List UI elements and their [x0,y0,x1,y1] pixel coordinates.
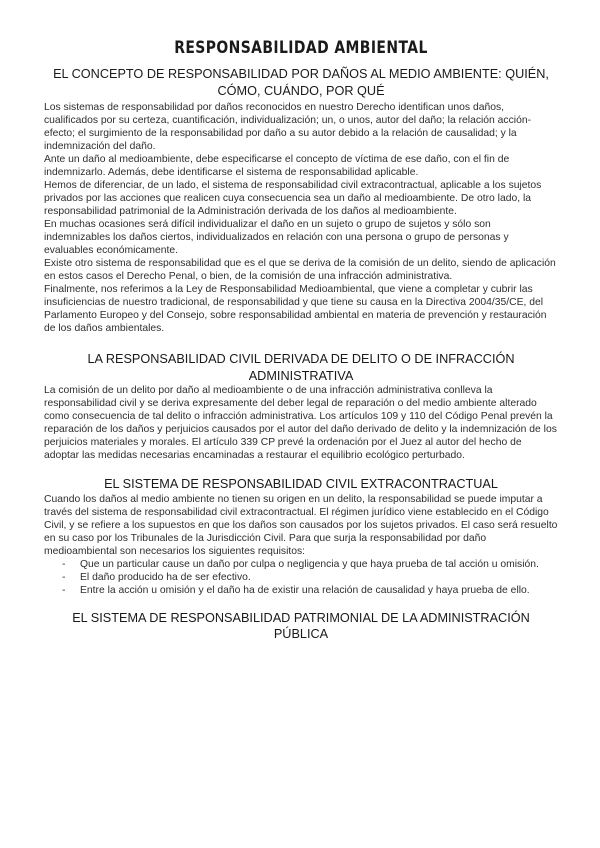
paragraph: Cuando los daños al medio ambiente no tienen su origen en un delito, la responsabilidad se puede imputar a través del sistema de responsabilidad civil extracontractual. El régimen jurídico viene establecido en el Código Civil, y se refiere a los supuestos en que los daños son causados por los sujetos privados. El caso será resuelto en su caso por los Tribunales de la Jurisdicción Civil. Para que surja la responsabilidad por daño medioambiental son necesarios los siguientes requisitos: [44,493,558,557]
section-heading-delito: LA RESPONSABILIDAD CIVIL DERIVADA DE DELITO O DE INFRACCIÓN ADMINISTRATIVA [87,352,515,383]
section-heading-concepto: EL CONCEPTO DE RESPONSABILIDAD POR DAÑOS AL MEDIO AMBIENTE: QUIÉN, CÓMO, CUÁNDO, POR QUÉ [53,67,549,98]
list-item: - El daño producido ha de ser efectivo. [62,571,558,584]
section-heading-extracontractual: EL SISTEMA DE RESPONSABILIDAD CIVIL EXTRACONTRACTUAL [104,477,498,491]
document-title: RESPONSABILIDAD AMBIENTAL [174,38,428,58]
paragraph: Los sistemas de responsabilidad por daños reconocidos en nuestro Derecho identifican unos daños, cualificados por su certeza, cuantificación, individualización; un, o unos, autor del daño; la relación acción- efecto; el surgimiento de la responsabilidad por daño a su autor debido a la relación de causalidad; y la indemnización del daño. [44,102,532,152]
paragraph: Finalmente, nos referimos a la Ley de Responsabilidad Medioambiental, que viene a completar y cubrir las insuficiencias de nuestro tradicional, de responsabilidad y que tiene su causa en la Directiva 2004/35/CE, del Parlamento Europeo y del Consejo, sobre responsabilidad ambiental en materia de prevención y restauración de los daños ambientales. [44,284,547,334]
paragraph: En muchas ocasiones será difícil individualizar el daño en un sujeto o grupo de sujetos y sólo son indemnizables los daños ciertos, individualizados en relación con una persona o grupo de personas y evaluables económicamente. [44,219,509,256]
paragraph: La comisión de un delito por daño al medioambiente o de una infracción administrativa conlleva la responsabilidad civil y se deriva expresamente del deber legal de reparación o del medio ambiente alterado como consecuencia de tal delito o infracción administrativa. Los artículos 109 y 110 del Código Penal prevén la reparación de los daños y perjuicios causados por el autor del daño derivado de delito y la indemnización de los perjuicios materiales y morales. El artículo 339 CP prevé la ordenación por el Juez al autor del hecho de adoptar las medidas necesarias encaminadas a restaurar el equilibrio ecológico perturbado. [44,385,557,461]
section-heading-patrimonial: EL SISTEMA DE RESPONSABILIDAD PATRIMONIAL DE LA ADMINISTRACIÓN PÚBLICA [72,610,530,641]
paragraph: Hemos de diferenciar, de un lado, el sistema de responsabilidad civil extracontractual, aplicable a los sujetos privados por las acciones que realicen cuya consecuencia sea un daño al medioambiente. De otro lado, la responsabilidad patrimonial de la Administración derivada de los daños al medioambiente. [44,180,542,217]
list-item: - Que un particular cause un daño por culpa o negligencia y que haya prueba de tal acción u omisión. [62,558,558,571]
paragraph: Existe otro sistema de responsabilidad que es el que se deriva de la comisión de un delito, siendo de aplicación en estos casos el Derecho Penal, o bien, de la comisión de una infracción administrativa. [44,258,556,282]
list-item: - Entre la acción u omisión y el daño ha de existir una relación de causalidad y haya prueba de ello. [62,584,558,597]
paragraph: Ante un daño al medioambiente, debe especificarse el concepto de víctima de ese daño, con el fin de indemnizarlo. Además, debe identificarse el sistema de responsabilidad aplicable. [44,154,510,178]
requirements-list [44,558,558,597]
